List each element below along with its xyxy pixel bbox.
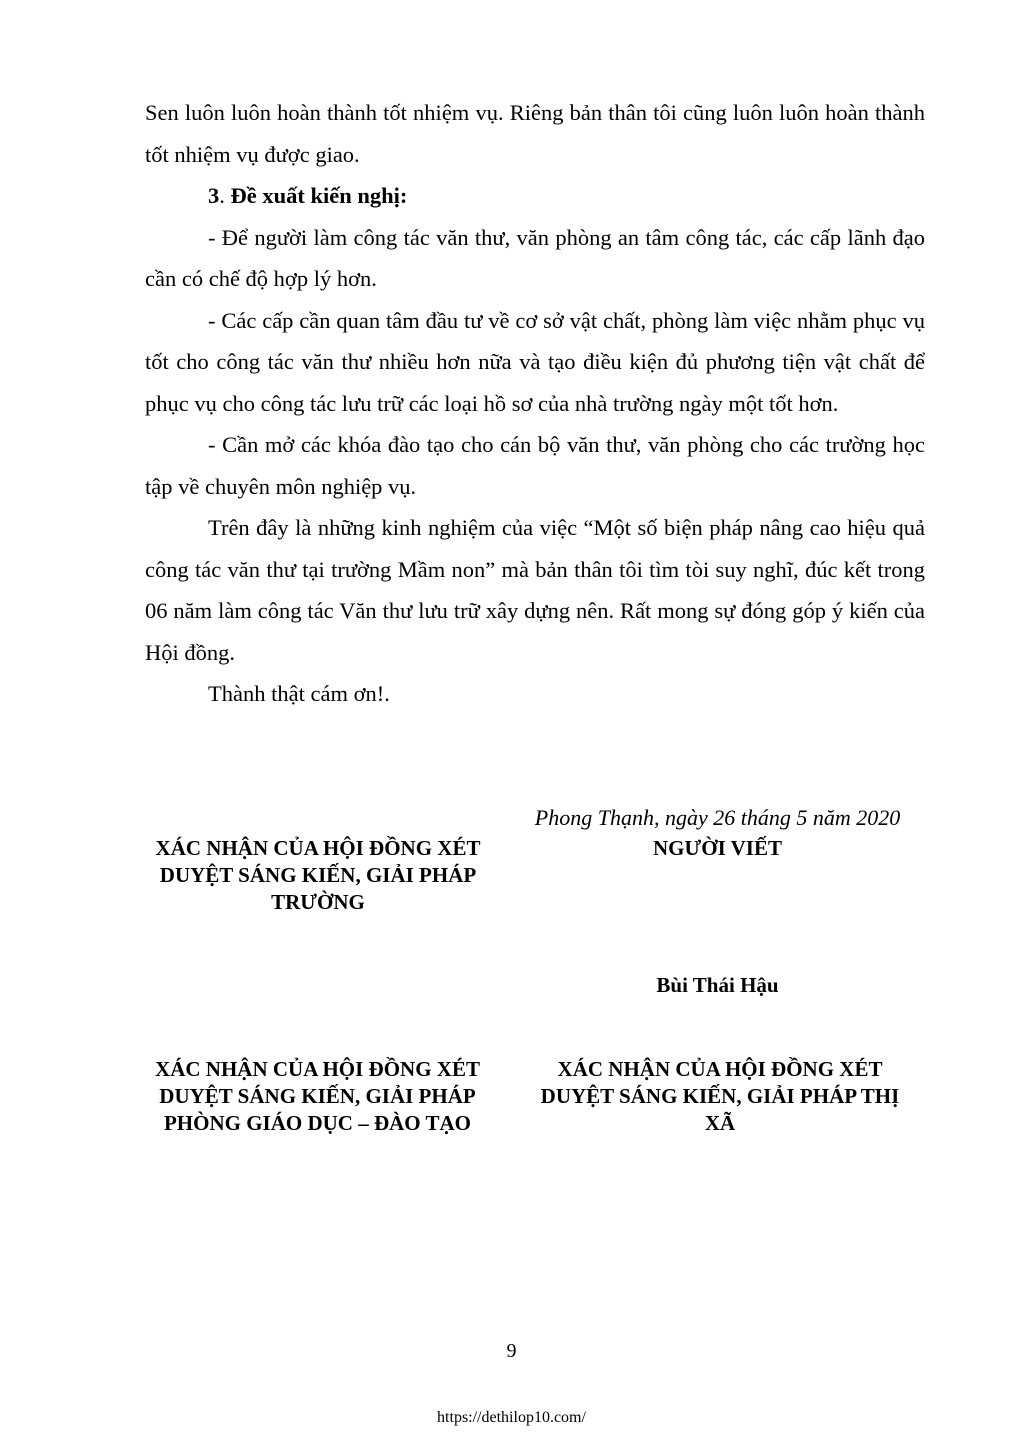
paragraph-continuation: Sen luôn luôn hoàn thành tốt nhiệm vụ. Riêng bản thân tôi cũng luôn luôn hoàn thành tốt nhiệm vụ được giao.: [145, 100, 925, 167]
section-number: 3: [208, 183, 220, 208]
town-council-confirmation: XÁC NHẬN CỦA HỘI ĐỒNG XÉT DUYỆT SÁNG KIẾN, GIẢI PHÁP THỊ XÃ: [540, 1057, 900, 1135]
body-text: [145, 92, 925, 715]
paragraph-thanks: Thành thật cám ơn!.: [208, 681, 390, 706]
paragraph-proposal-3: - Cần mở các khóa đào tạo cho cán bộ văn thư, văn phòng cho các trường học tập về chuyên môn nghiệp vụ.: [145, 432, 925, 499]
department-council-confirmation: XÁC NHẬN CỦA HỘI ĐỒNG XÉT DUYỆT SÁNG KIẾN, GIẢI PHÁP PHÒNG GIÁO DỤC – ĐÀO TẠO: [155, 1057, 480, 1135]
footer-url: https://dethilop10.com/: [437, 1409, 586, 1426]
date-line: Phong Thạnh, ngày 26 tháng 5 năm 2020: [534, 805, 901, 830]
writer-title: NGƯỜI VIẾT: [653, 836, 782, 860]
paragraph-proposal-2: - Các cấp cần quan tâm đầu tư về cơ sở vật chất, phòng làm việc nhằm phục vụ tốt cho công tác văn thư nhiều hơn nữa và tạo điều kiện đủ phương tiện vật chất để phục vụ cho công tác lưu trữ các loại hồ sơ của nhà trường ngày một tốt hơn.: [145, 307, 925, 416]
section-heading: 3. Đề xuất kiến nghị:: [208, 183, 408, 208]
paragraph-conclusion: Trên đây là những kinh nghiệm của việc “Một số biện pháp nâng cao hiệu quả công tác văn thư tại trường Mầm non” mà bản thân tôi tìm tòi suy nghĩ, đúc kết trong 06 năm làm công tác Văn thư lưu trữ xây dựng nên. Rất mong sự đóng góp ý kiến của Hội đồng.: [145, 515, 925, 665]
school-council-confirmation: XÁC NHẬN CỦA HỘI ĐỒNG XÉT DUYỆT SÁNG KIẾN, GIẢI PHÁP TRƯỜNG: [155, 836, 481, 914]
paragraph-proposal-1: - Để người làm công tác văn thư, văn phòng an tâm công tác, các cấp lãnh đạo cần có chế độ hợp lý hơn.: [145, 224, 925, 291]
writer-name: Bùi Thái Hậu: [656, 973, 779, 997]
page-number: 9: [506, 1340, 517, 1362]
section-title: Đề xuất kiến nghị:: [230, 183, 408, 208]
